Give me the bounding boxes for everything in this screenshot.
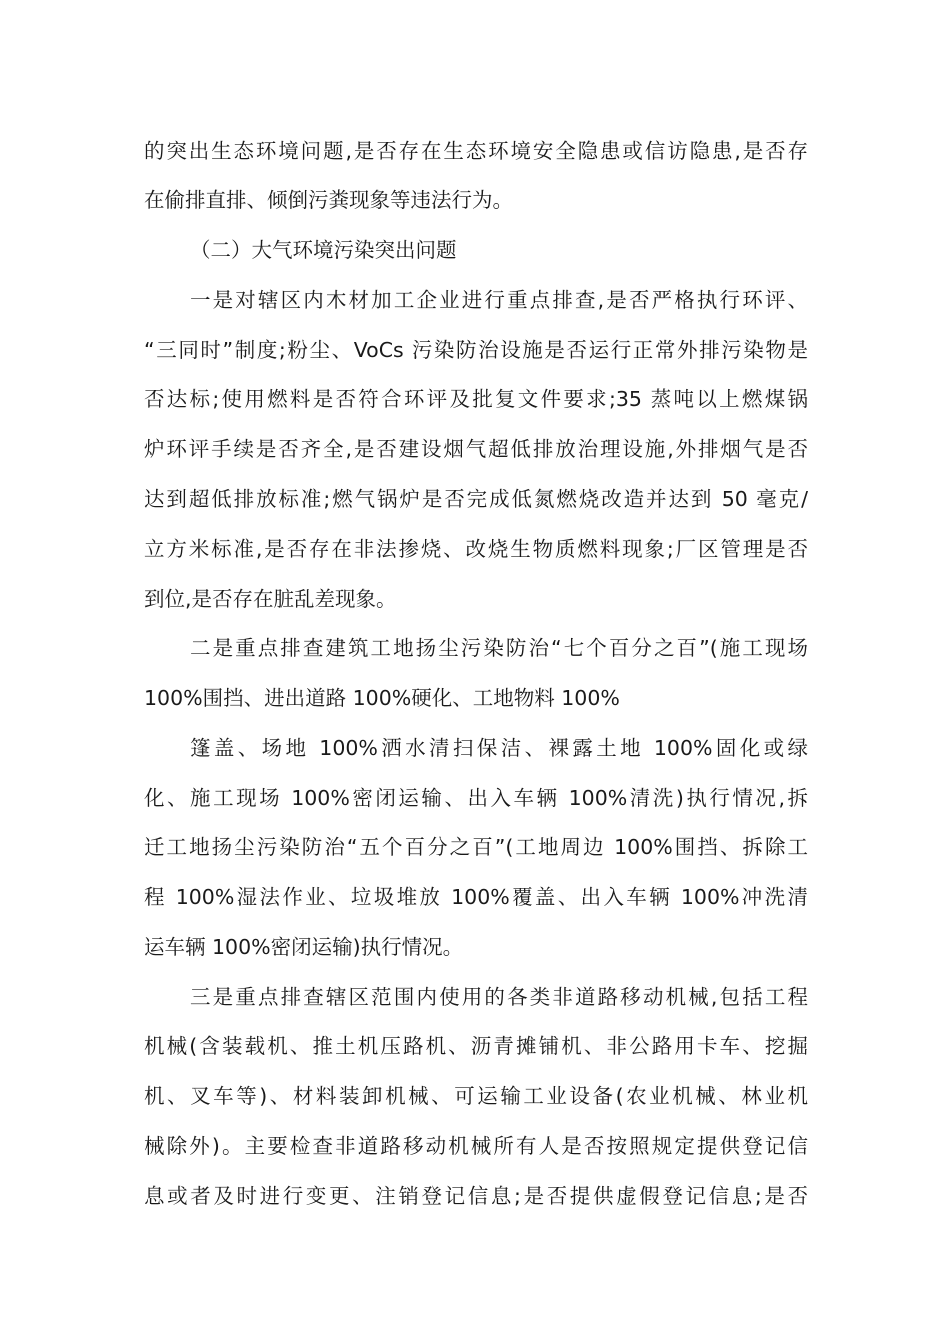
text-line: 100%围挡、进出道路 100%硬化、工地物料 100% bbox=[144, 686, 620, 710]
text-line: 械除外)。主要检查非道路移动机械所有人是否按照规定提供登记信 bbox=[144, 1134, 808, 1158]
text-line: 机、叉车等)、材料装卸机械、可运输工业设备(农业机械、林业机 bbox=[144, 1084, 808, 1108]
text-line: 否达标;使用燃料是否符合环评及批复文件要求;35 蒸吨以上燃煤锅 bbox=[144, 387, 808, 411]
section-heading: （二）大气环境污染突出问题 bbox=[190, 238, 457, 262]
text-line: 篷盖、场地 100%洒水清扫保洁、裸露土地 100%固化或绿 bbox=[190, 736, 808, 760]
text-line: 机械(含装载机、推土机压路机、沥青摊铺机、非公路用卡车、挖掘 bbox=[144, 1034, 808, 1058]
text-line: 一是对辖区内木材加工企业进行重点排查,是否严格执行环评、 bbox=[190, 288, 808, 312]
text-line: 立方米标准,是否存在非法掺烧、改烧生物质燃料现象;厂区管理是否 bbox=[144, 537, 808, 561]
text-line: 运车辆 100%密闭运输)执行情况。 bbox=[144, 935, 464, 959]
text-line: “三同时”制度;粉尘、VoCs 污染防治设施是否运行正常外排污染物是 bbox=[144, 338, 808, 362]
text-line: 迁工地扬尘污染防治“五个百分之百”(工地周边 100%围挡、拆除工 bbox=[144, 835, 808, 859]
text-line: 炉环评手续是否齐全,是否建设烟气超低排放治理设施,外排烟气是否 bbox=[144, 437, 808, 461]
text-line: 化、施工现场 100%密闭运输、出入车辆 100%清洗)执行情况,拆 bbox=[144, 786, 808, 810]
text-line: 的突出生态环境问题,是否存在生态环境安全隐患或信访隐患,是否存 bbox=[144, 139, 808, 163]
text-line: 达到超低排放标准;燃气锅炉是否完成低氮燃烧改造并达到 50 毫克/ bbox=[144, 487, 808, 511]
text-line: 到位,是否存在脏乱差现象。 bbox=[144, 587, 397, 611]
text-line: 程 100%湿法作业、垃圾堆放 100%覆盖、出入车辆 100%冲洗清 bbox=[144, 885, 808, 909]
text-line: 在偷排直排、倾倒污粪现象等违法行为。 bbox=[144, 188, 513, 212]
text-line: 息或者及时进行变更、注销登记信息;是否提供虚假登记信息;是否 bbox=[144, 1184, 808, 1208]
text-line: 二是重点排查建筑工地扬尘污染防治“七个百分之百”(施工现场 bbox=[190, 636, 808, 660]
text-line: 三是重点排查辖区范围内使用的各类非道路移动机械,包括工程 bbox=[190, 985, 808, 1009]
